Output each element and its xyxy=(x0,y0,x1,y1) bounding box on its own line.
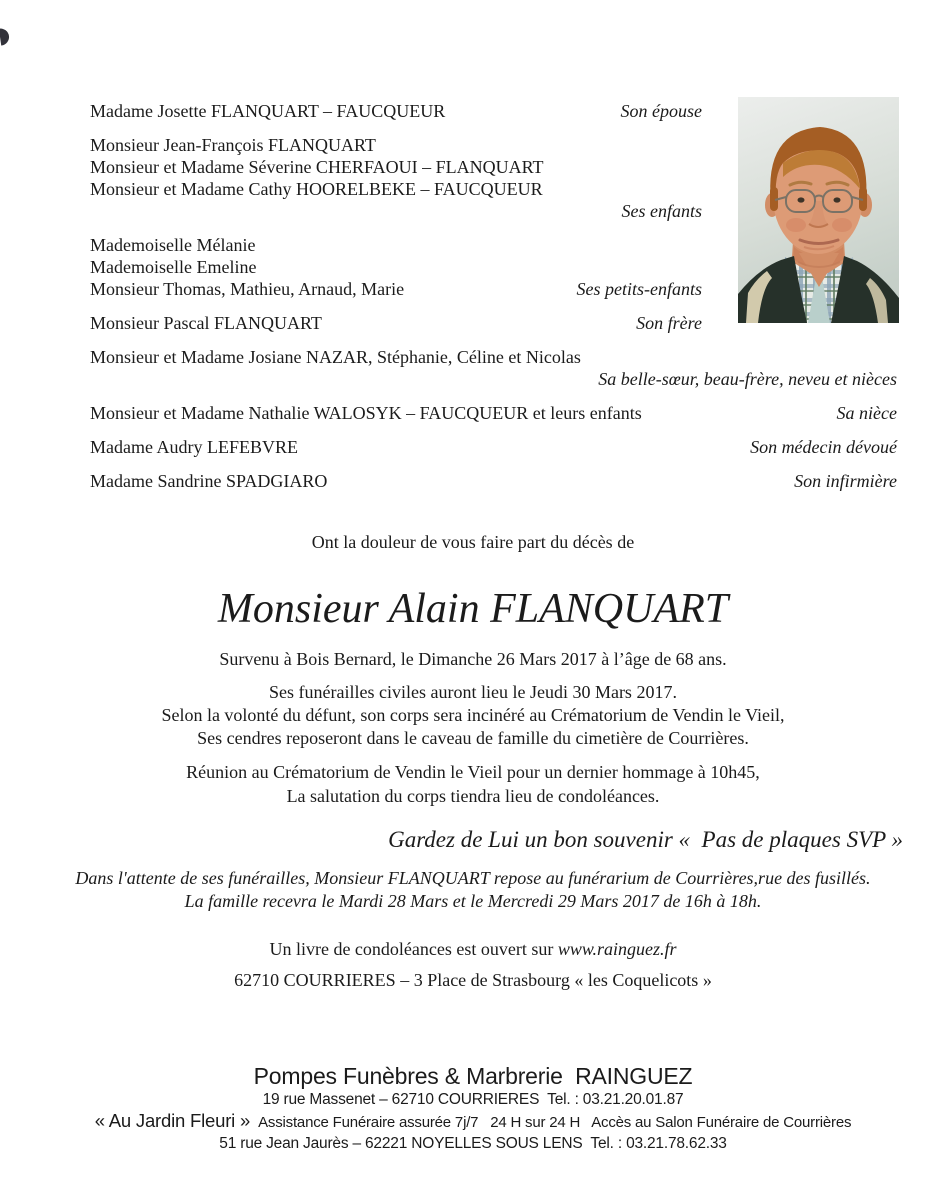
announcement-body xyxy=(0,495,946,991)
relation-label: Sa belle-sœur, beau-frère, neveu et nièces xyxy=(598,369,897,389)
family-group xyxy=(90,234,897,300)
family-member-name: Madame Josette FLANQUART – FAUCQUEUR xyxy=(90,101,446,121)
family-member-name: Monsieur Thomas, Mathieu, Arnaud, Marie xyxy=(90,279,405,299)
family-member-name: Monsieur Jean-François FLANQUART xyxy=(90,135,376,155)
family-member-name: Madame Audry LEFEBVRE xyxy=(90,437,298,457)
salon-address-line: 62710 COURRIERES – 3 Place de Strasbourg « les Coquelicots » xyxy=(234,970,712,990)
relation-label: Son médecin dévoué xyxy=(750,437,897,457)
family-list xyxy=(90,100,897,504)
condolence-book-text: Un livre de condoléances est ouvert sur xyxy=(269,939,558,959)
family-group xyxy=(90,134,897,222)
relation-label: Son frère xyxy=(636,313,702,333)
announcement-line: Ses funérailles civiles auront lieu le Jeudi 30 Mars 2017. xyxy=(269,682,677,702)
family-group xyxy=(90,402,897,424)
announcement-intro: Ont la douleur de vous faire part du décès de xyxy=(311,532,635,552)
announcement-line: Réunion au Crématorium de Vendin le Vieil pour un dernier hommage à 10h45, xyxy=(186,762,760,782)
condolence-book-url: www.rainguez.fr xyxy=(557,939,677,959)
family-member-name: Monsieur et Madame Josiane NAZAR, Stéphanie, Céline et Nicolas xyxy=(90,347,581,367)
relation-label: Ses enfants xyxy=(621,201,702,221)
deceased-name: Monsieur Alain FLANQUART xyxy=(217,586,729,632)
funeral-home-services-line xyxy=(0,1110,946,1134)
announcement-line: Selon la volonté du défunt, son corps sera incinéré au Crématorium de Vendin le Vieil, xyxy=(161,705,785,725)
announcement-line: Dans l'attente de ses funérailles, Monsieur FLANQUART repose au funérarium de Courrières,rue des fusillés. xyxy=(75,868,871,888)
family-member-name: Monsieur et Madame Nathalie WALOSYK – FAUCQUEUR et leurs enfants xyxy=(90,403,642,423)
funeral-details-block xyxy=(0,681,946,750)
death-details-line: Survenu à Bois Bernard, le Dimanche 26 Mars 2017 à l’âge de 68 ans. xyxy=(219,649,727,669)
condolence-book-line xyxy=(0,938,946,960)
family-member-name: Madame Sandrine SPADGIARO xyxy=(90,471,328,491)
souvenir-request-line: Gardez de Lui un bon souvenir « Pas de plaques SVP » xyxy=(388,827,903,852)
announcement-line: La salutation du corps tiendra lieu de condoléances. xyxy=(286,786,660,806)
scan-artifact-mark xyxy=(0,27,10,45)
funeral-home-address-2: 51 rue Jean Jaurès – 62221 NOYELLES SOUS LENS Tel. : 03.21.78.62.33 xyxy=(219,1135,727,1152)
family-group xyxy=(90,100,897,122)
relation-label: Ses petits-enfants xyxy=(576,279,702,299)
gathering-details-block xyxy=(0,760,946,808)
family-member-name: Mademoiselle Mélanie xyxy=(90,235,256,255)
funeral-home-services: Assistance Funéraire assurée 7j/7 24 H sur 24 H Accès au Salon Funéraire de Courrières xyxy=(258,1114,852,1131)
funeral-home-footer xyxy=(0,1063,946,1153)
family-member-name: Monsieur et Madame Séverine CHERFAOUI – FLANQUART xyxy=(90,157,544,177)
repose-details-block xyxy=(0,867,946,913)
funeral-home-name: Pompes Funèbres & Marbrerie RAINGUEZ xyxy=(253,1063,693,1089)
funeral-home-brand: « Au Jardin Fleuri » xyxy=(94,1110,251,1131)
family-group xyxy=(90,470,897,492)
family-group xyxy=(90,312,897,334)
family-member-name: Mademoiselle Emeline xyxy=(90,257,257,277)
family-member-name: Monsieur Pascal FLANQUART xyxy=(90,313,322,333)
family-member-name: Monsieur et Madame Cathy HOORELBEKE – FAUCQUEUR xyxy=(90,179,543,199)
funeral-home-address-1: 19 rue Massenet – 62710 COURRIERES Tel. : 03.21.20.01.87 xyxy=(262,1091,684,1108)
family-group xyxy=(90,436,897,458)
relation-label: Sa nièce xyxy=(836,403,897,423)
announcement-line: Ses cendres reposeront dans le caveau de famille du cimetière de Courrières. xyxy=(197,728,749,748)
announcement-line: La famille recevra le Mardi 28 Mars et le Mercredi 29 Mars 2017 de 16h à 18h. xyxy=(184,891,762,911)
relation-label: Son infirmière xyxy=(794,471,897,491)
family-group xyxy=(90,346,897,390)
relation-label: Son épouse xyxy=(620,101,702,121)
